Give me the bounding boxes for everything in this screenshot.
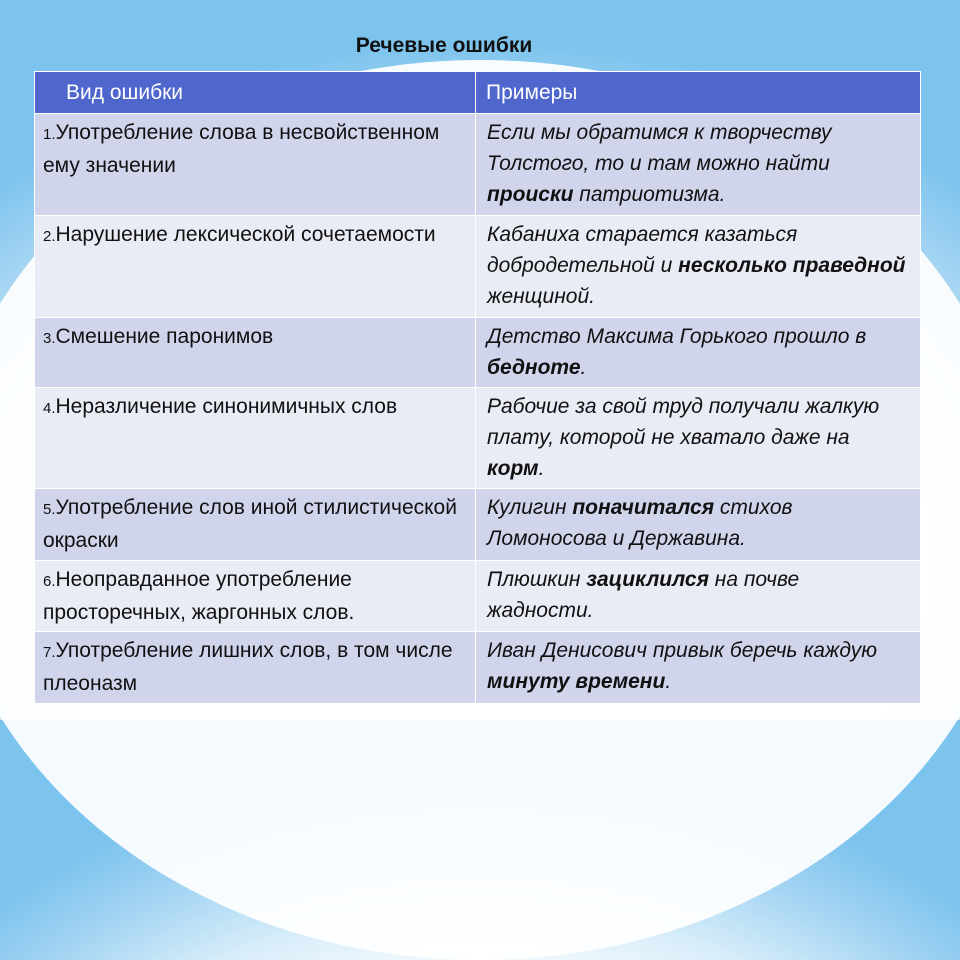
- row-number: 6.: [43, 573, 56, 590]
- table-row: [35, 388, 921, 489]
- example-error-word: зациклился: [586, 568, 709, 591]
- example-cell: [476, 216, 921, 318]
- example-error-word: бедноте: [487, 356, 581, 379]
- example-cell: [476, 114, 921, 216]
- example-text: Рабочие за свой труд получали жалкую плату, которой не хватало даже на: [487, 395, 880, 449]
- speech-errors-table: [34, 71, 921, 704]
- example-cell: [476, 388, 921, 489]
- example-error-word: несколько праведной: [678, 254, 906, 277]
- example-text: Если мы обратимся к творчеству Толстого, то и там можно найти: [487, 121, 832, 175]
- example-text-end: стихов Ломоносова и Державина.: [487, 496, 793, 550]
- row-number: 4.: [43, 400, 56, 417]
- example-text-end: .: [665, 670, 672, 693]
- example-cell: [476, 632, 921, 704]
- row-number: 1.: [43, 126, 56, 143]
- example-error-word: поначитался: [572, 496, 715, 519]
- table-row: [35, 632, 921, 704]
- row-number: 2.: [43, 228, 56, 245]
- example-error-word: происки: [487, 183, 574, 206]
- table-header-row: [35, 72, 921, 114]
- example-cell: [476, 561, 921, 632]
- error-type-text: Употребление слова в несвойственном ему значении: [43, 121, 440, 177]
- error-type-cell: [35, 216, 476, 318]
- example-text-end: женщиной.: [487, 285, 595, 308]
- table-row: [35, 318, 921, 388]
- error-type-text: Употребление лишних слов, в том числе плеоназм: [43, 639, 453, 695]
- row-number: 7.: [43, 644, 56, 661]
- example-error-word: минуту времени: [487, 670, 666, 693]
- example-text-end: .: [538, 457, 545, 480]
- example-text-end: патриотизма.: [573, 183, 726, 206]
- example-text: Детство Максима Горького прошло в: [487, 325, 867, 348]
- error-type-text: Смешение паронимов: [55, 325, 274, 348]
- example-text: Кабаниха старается казаться добродетельной и: [487, 223, 798, 277]
- example-text-end: .: [580, 356, 587, 379]
- error-type-cell: [35, 489, 476, 561]
- example-error-word: корм: [487, 457, 539, 480]
- error-type-text: Употребление слов иной стилистической окраски: [43, 496, 457, 552]
- error-type-text: Неоправданное употребление просторечных, жаргонных слов.: [43, 568, 355, 624]
- error-type-cell: [35, 561, 476, 632]
- error-type-cell: [35, 388, 476, 489]
- page-title: Речевые ошибки: [355, 34, 533, 57]
- table-row: [35, 216, 921, 318]
- header-error-type: Вид ошибки: [35, 72, 476, 114]
- row-number: 5.: [43, 501, 56, 518]
- row-number: 3.: [43, 330, 56, 347]
- header-examples: Примеры: [476, 72, 921, 114]
- error-type-text: Нарушение лексической сочетаемости: [55, 223, 436, 246]
- error-type-cell: [35, 632, 476, 704]
- example-text: Кулигин: [487, 496, 573, 519]
- example-cell: [476, 489, 921, 561]
- error-type-cell: [35, 318, 476, 388]
- table-row: [35, 114, 921, 216]
- example-text: Плюшкин: [487, 568, 587, 591]
- table-row: [35, 489, 921, 561]
- error-type-text: Неразличение синонимичных слов: [55, 395, 398, 418]
- example-cell: [476, 318, 921, 388]
- example-text-end: на почве жадности.: [487, 568, 800, 622]
- error-type-cell: [35, 114, 476, 216]
- table-row: [35, 561, 921, 632]
- example-text: Иван Денисович привык беречь каждую: [487, 639, 878, 662]
